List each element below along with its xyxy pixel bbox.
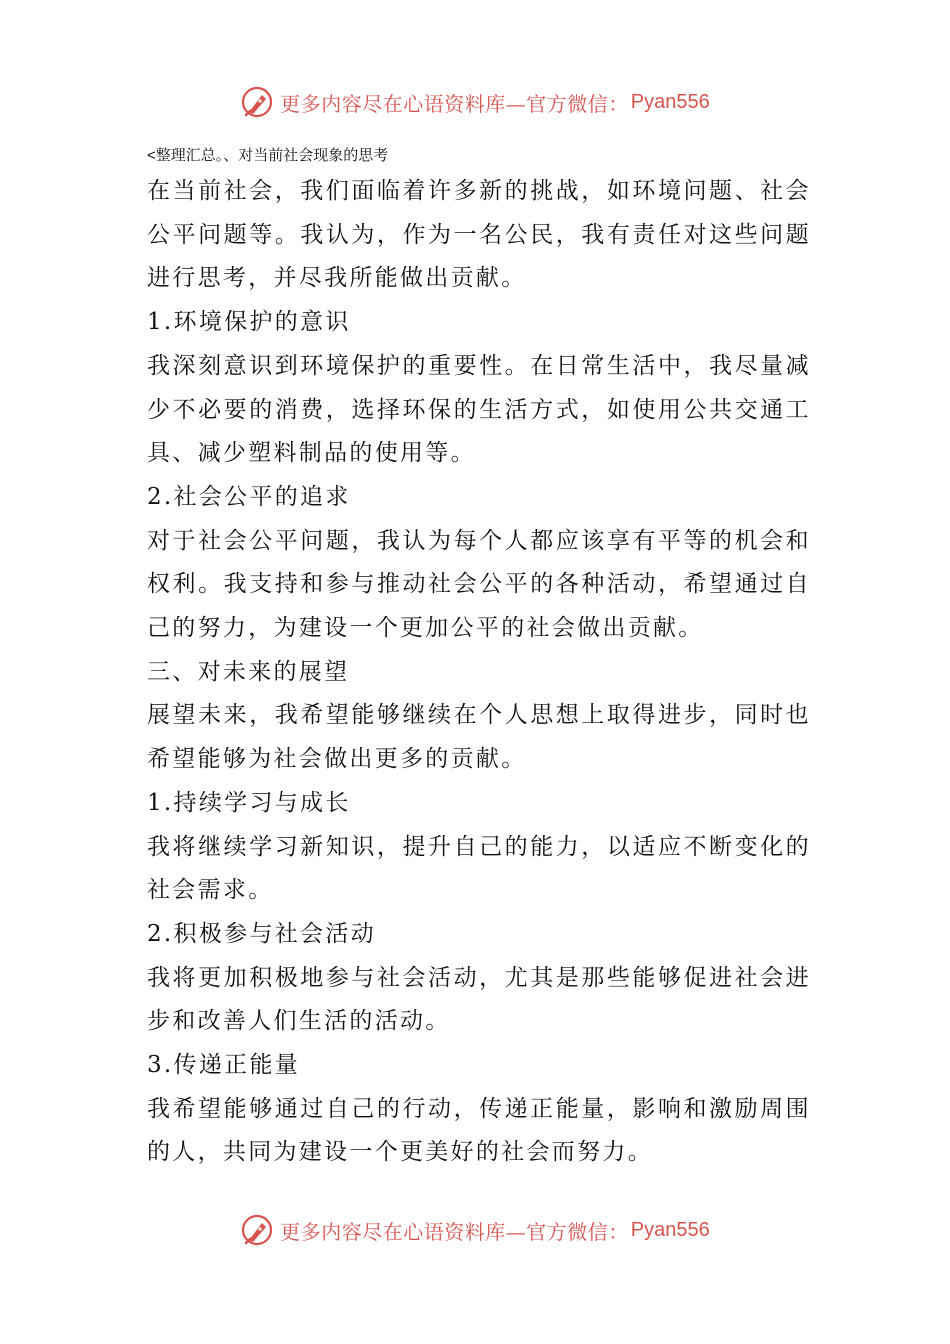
header-banner	[0, 82, 950, 122]
paragraph-positivity: 我希望能够通过自己的行动，传递正能量，影响和激励周围的人，共同为建设一个更美好的社会而努力。	[147, 1095, 811, 1166]
banner-text: 更多内容尽在心语资料库—官方微信：	[280, 1219, 629, 1244]
document-subheading: <整理汇总。、对当前社会现象的思考	[147, 147, 389, 164]
pen-nib-logo-icon	[240, 1213, 274, 1247]
paragraph-learning: 我将继续学习新知识，提升自己的能力，以适应不断变化的社会需求。	[147, 833, 811, 904]
section-heading-fairness: 2.社会公平的追求	[147, 483, 351, 510]
section-heading-environment: 1.环境保护的意识	[147, 309, 351, 336]
paragraph-intro: 在当前社会，我们面临着许多新的挑战，如环境问题、社会公平问题等。我认为，作为一名公民，我有责任对这些问题进行思考，并尽我所能做出贡献。	[147, 178, 811, 292]
section-heading-positivity: 3.传递正能量	[147, 1052, 301, 1079]
banner-wechat-id: Pyan556	[630, 90, 710, 113]
banner-text: 更多内容尽在心语资料库—官方微信：	[280, 91, 629, 116]
section-heading-activities: 2.积极参与社会活动	[147, 920, 376, 947]
chapter-heading-future: 三、对未来的展望	[147, 658, 350, 685]
document-body	[147, 170, 811, 1175]
paragraph-future: 展望未来，我希望能够继续在个人思想上取得进步，同时也希望能够为社会做出更多的贡献。	[147, 702, 811, 773]
paragraph-activities: 我将更加积极地参与社会活动，尤其是那些能够促进社会进步和改善人们生活的活动。	[147, 964, 811, 1035]
pen-nib-logo-icon	[240, 85, 274, 119]
banner-wechat-id: Pyan556	[630, 1218, 710, 1241]
paragraph-fairness: 对于社会公平问题，我认为每个人都应该享有平等的机会和权利。我支持和参与推动社会公平的各种活动，希望通过自己的努力，为建设一个更加公平的社会做出贡献。	[147, 527, 811, 642]
footer-banner	[0, 1210, 950, 1250]
paragraph-environment: 我深刻意识到环境保护的重要性。在日常生活中，我尽量减少不必要的消费，选择环保的生活方式，如使用公共交通工具、减少塑料制品的使用等。	[147, 352, 811, 467]
section-heading-learning: 1.持续学习与成长	[147, 789, 351, 816]
